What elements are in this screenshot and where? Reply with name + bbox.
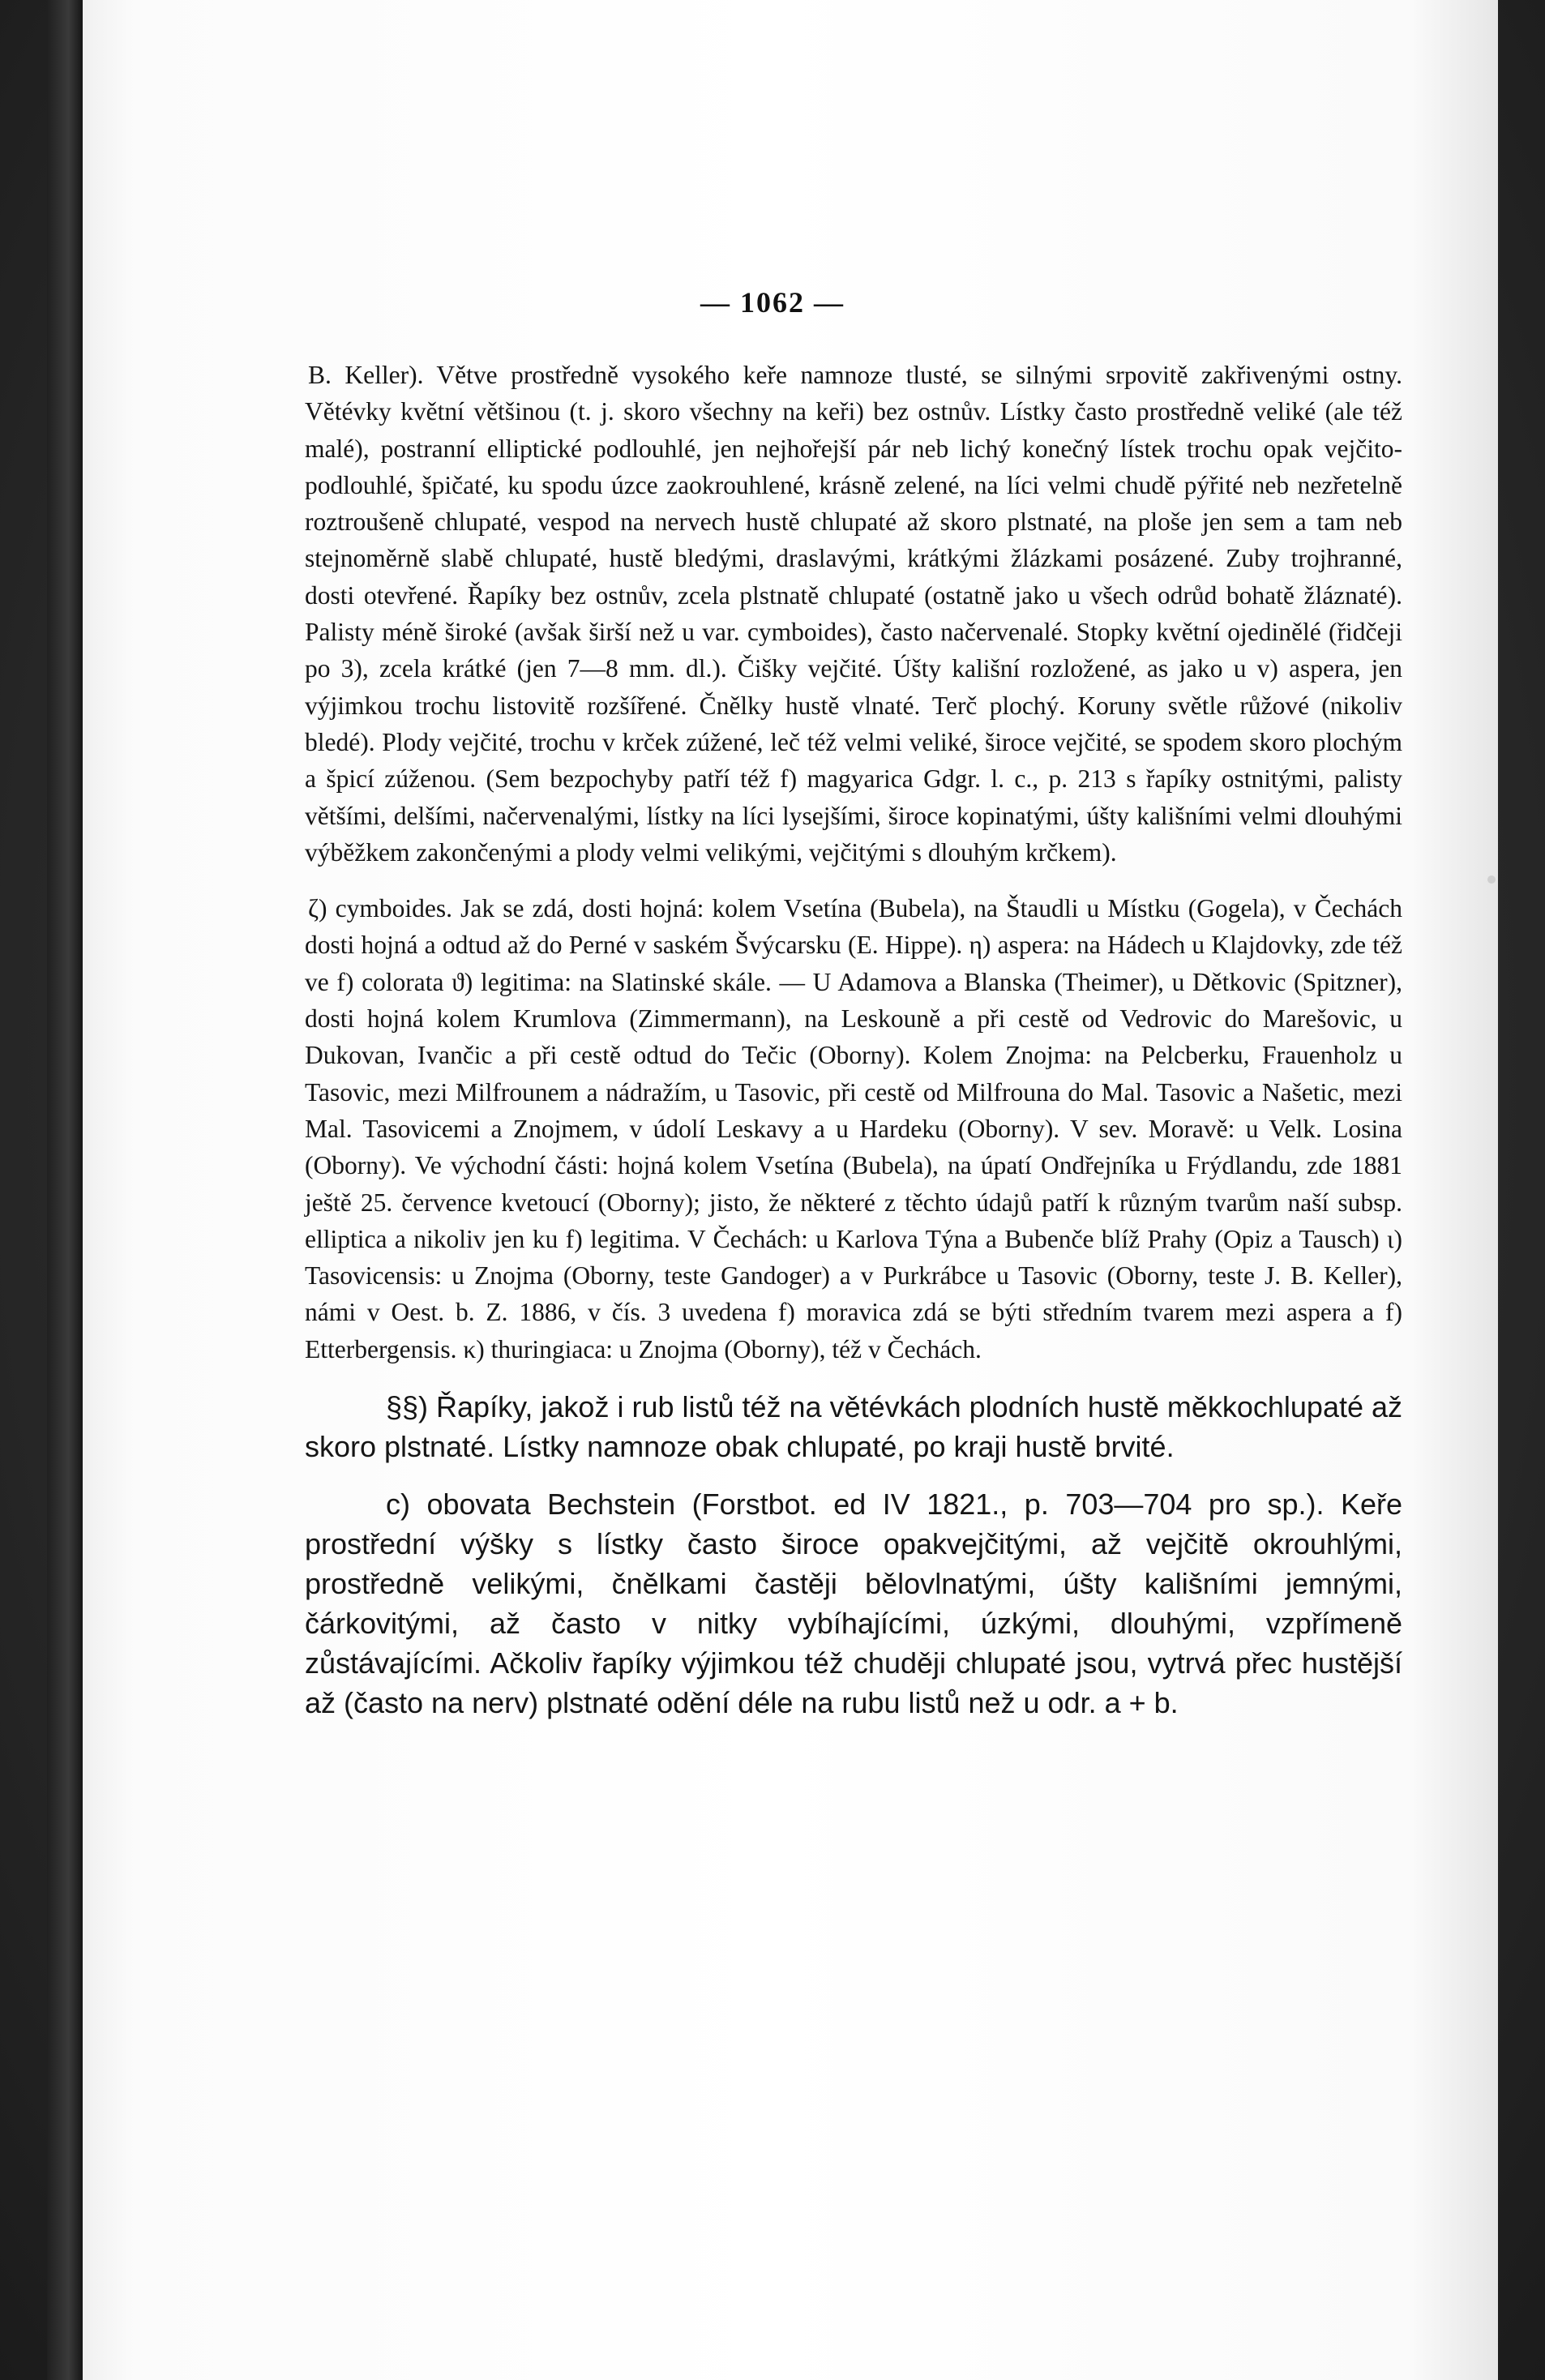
paragraph-obovata: c) obovata Bechstein (Forstbot. ed IV 1821., p. 703—704 pro sp.). Keře prostřední výšky s lístky často široce opakvejčitými, až vejčitě okrouhlými, prostředně velikými, čnělkami častěji bělovlnatými, úšty kališními jemnými, čárkovitými, až často v nitky vybíhajícími, úzkými, dlouhými, vzpřímeně zůstávajícími. Ačkoliv řapíky výjimkou též chuději chlupaté jsou, vytrvá přec hustější až (často na nerv) plstnaté odění déle na rubu listů než u odr. a + b. [305, 1488, 1402, 1720]
page-text [305, 357, 1402, 1723]
page-number: — 1062 — [700, 286, 845, 319]
book-page [47, 0, 1498, 2380]
paragraph-section-marker: §§) Řapíky, jakož i rub listů též na větévkách plodních hustě měkkochlupaté až skoro plstnaté. Lístky namnoze obak chlupaté, po kraji hustě brvité. [305, 1390, 1403, 1464]
paragraph-localities: ζ) cymboides. Jak se zdá, dosti hojná: kolem Vsetína (Bubela), na Štaudli u Místku (Gogela), v Čechách dosti hojná a odtud až do Perné v saském Švýcarsku (E. Hippe). η) aspera: na Hádech u Klajdovky, zde též ve f) colorata ϑ) legitima: na Slatinské skále. — U Adamova a Blanska (Theimer), u Dětkovic (Spitzner), dosti hojná kolem Krumlova (Zimmermann), na Leskouně a při cestě od Vedrovic do Marešovic, u Dukovan, Ivančic a při cestě odtud do Tečic (Oborny). Kolem Znojma: na Pelcberku, Frauenholz u Tasovic, mezi Milfrounem a nádražím, u Tasovic, při cestě od Milfrouna do Mal. Tasovic a Našetic, mezi Mal. Tasovicemi a Znojmem, v údolí Leskavy a u Hardeku (Oborny). V sev. Moravě: u Velk. Losina (Oborny). Ve východní části: hojná kolem Vsetína (Bubela), na úpatí Ondřejníka u Frýdlandu, zde 1881 ještě 25. července kvetoucí (Oborny); jisto, že některé z těchto údajů patří k různým tvarům naší subsp. elliptica a nikoliv jen ku f) legitima. V Čechách: u Karlova Týna a Bubenče blíž Prahy (Opiz a Tausch) ι) Tasovicensis: u Znojma (Oborny, teste Gandoger) a v Purkrábce u Tasovic (Oborny, teste J. B. Keller), námi v Oest. b. Z. 1886, v čís. 3 uvedena f) moravica zdá se býti středním tvarem mezi aspera a f) Etterbergensis. κ) thuringiaca: u Znojma (Oborny), též v Čechách. [305, 894, 1402, 1363]
scan-speck [1487, 875, 1496, 884]
page-binding-shadow [47, 0, 83, 2380]
paragraph-description: B. Keller). Větve prostředně vysokého keře namnoze tlusté, se silnými srpovitě zakřivenými ostny. Větévky květní většinou (t. j. skoro všechny na keři) bez ostnův. Lístky často prostředně veliké (ale též malé), postranní elliptické podlouhlé, jen nejhořejší pár neb lichý konečný lístek trochu opak vejčito-podlouhlé, špičaté, ku spodu úzce zaokrouhlené, krásně zelené, na líci velmi chudě pýřité neb nezřetelně roztroušeně chlupaté, vespod na nervech hustě chlupaté až skoro plstnaté, na ploše jen sem a tam neb stejnoměrně slabě chlupaté, hustě bledými, draslavými, krátkými žlázkami posázené. Zuby trojhranné, dosti otevřené. Řapíky bez ostnův, zcela plstnatě chlupaté (ostatně jako u všech odrůd bohatě žláznaté). Palisty méně široké (avšak širší než u var. cymboides), často načervenalé. Stopky květní ojedinělé (řidčeji po 3), zcela krátké (jen 7—8 mm. dl.). Čišky vejčité. Úšty kališní rozložené, as jako u v) aspera, jen výjimkou trochu listovitě rozšířené. Čnělky hustě vlnaté. Terč plochý. Koruny světle růžové (nikoliv bledé). Plody vejčité, trochu v krček zúžené, leč též velmi veliké, široce vejčité, se spodem skoro plochým a špicí zúženou. (Sem bezpochyby patří též f) magyarica Gdgr. l. c., p. 213 s řapíky ostnitými, palisty většími, delšími, načervenalými, lístky na líci lysejšími, široce kopinatými, úšty kališními velmi dlouhými výběžkem zakončenými a plody velmi velikými, vejčitými s dlouhým krčkem). [305, 361, 1402, 867]
